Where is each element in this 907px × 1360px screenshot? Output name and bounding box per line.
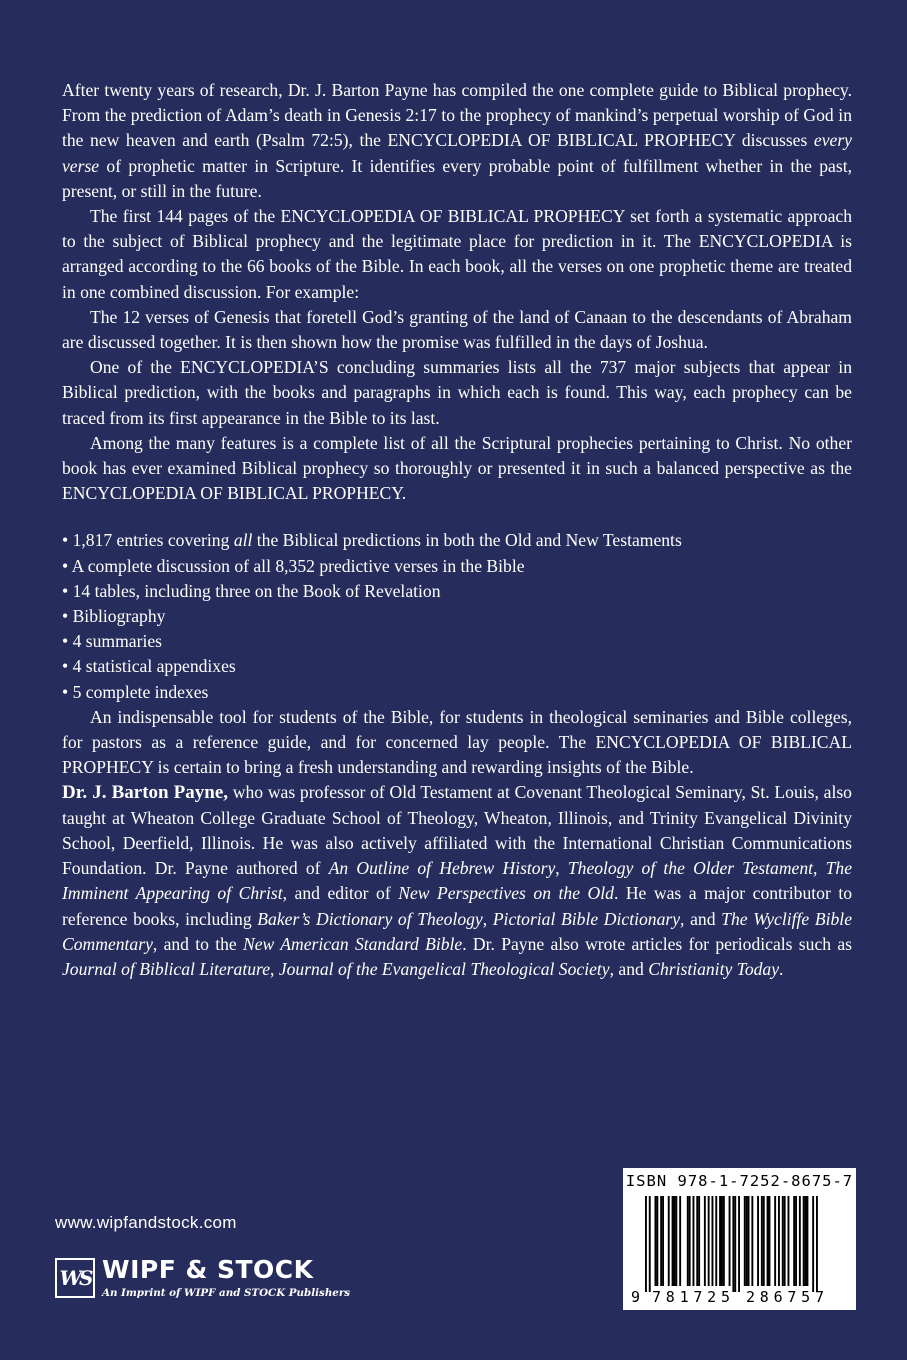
barcode-bar	[689, 1196, 691, 1286]
barcode-bar	[803, 1196, 805, 1286]
barcode-bar	[774, 1196, 776, 1286]
barcode-bar	[799, 1196, 801, 1286]
book-title: Theology of the Older Testament	[567, 858, 814, 879]
barcode-bar	[807, 1196, 809, 1286]
barcode-bar	[782, 1196, 784, 1286]
feature-item: • 4 summaries	[62, 631, 162, 652]
closing-paragraph: An indispensable tool for students of the Bible, for students in theological seminaries and Bible colleges, for pastors as a reference guide, and for concerned lay people. The ENCYCLOPEDIA OF BIBLICAL PROPHECY is certain to bring a fresh understanding and rewarding insights of the Bible.	[62, 706, 852, 778]
barcode-bar	[778, 1196, 780, 1286]
barcode-bar	[746, 1196, 748, 1286]
barcode-bar	[674, 1196, 676, 1286]
barcode-bar	[656, 1196, 658, 1286]
barcode-bar	[816, 1196, 818, 1292]
barcode-icon	[623, 1168, 856, 1310]
barcode-bar	[767, 1196, 769, 1286]
barcode-bar	[734, 1196, 736, 1292]
barcode-bar	[719, 1196, 721, 1286]
barcode-bar	[751, 1196, 753, 1286]
publisher-logo	[55, 1256, 355, 1306]
emphasis-every-verse: every verse	[62, 130, 852, 176]
barcode-bar	[715, 1196, 717, 1286]
book-title: The Wycliffe Bible Commentary	[62, 908, 853, 954]
cover-copy	[62, 78, 852, 982]
barcode-bar	[761, 1196, 763, 1286]
barcode-bar	[698, 1196, 700, 1286]
barcode-right-digits: 286757	[746, 1288, 824, 1306]
barcode-bar	[704, 1196, 706, 1286]
barcode-bar	[795, 1196, 797, 1286]
barcode-bar	[662, 1196, 664, 1286]
barcode-bar	[712, 1196, 714, 1286]
barcode-bar	[649, 1196, 651, 1292]
barcode-bar	[769, 1196, 771, 1286]
book-title: New Perspectives on the Old	[398, 883, 614, 904]
barcode-bar	[655, 1196, 657, 1286]
description-paragraph-1: After twenty years of research, Dr. J. Barton Payne has compiled the one complete guide to Biblical prophecy. From the prediction of Adam’s death in Genesis 2:17 to the prophecy of mankind’s perpetual worship of God in the new heaven and earth (Psalm 72:5), the ENCYCLOPEDIA OF BIBLICAL PROPHECY discusses every verse of prophetic matter in Scripture. It identifies every probable point of fulfillment whether in the past, present, or still in the future.	[62, 80, 852, 201]
book-title: New American Standard Bible	[243, 933, 463, 954]
author-name: Dr. J. Barton Payne,	[62, 782, 229, 804]
book-title: The Imminent Appearing of Christ	[62, 858, 853, 904]
periodical-title: Journal of Biblical Literature	[62, 958, 271, 979]
author-bio: Dr. J. Barton Payne, who was professor of Old Testament at Covenant Theological Seminary, St. Louis, also taught at Wheaton College Graduate School of Theology, Wheaton, Illinois, and Trinity Evangelical Divinity School, Deerfield, Illinois. He was also actively affiliated with the International Christian Communications Foundation. Dr. Payne authored of An Outline of Hebrew History, Theology of the Older Testament, The Imminent Appearing of Christ, and editor of New Perspectives on the Old. He was a major contributor to reference books, including Baker’s Dictionary of Theology, Pictorial Bible Dictionary, and The Wycliffe Bible Commentary, and to the New American Standard Bible. Dr. Payne also wrote articles for periodicals such as Journal of Biblical Literature, Journal of the Evangelical Theological Society, and Christianity Today.	[62, 782, 853, 979]
barcode-bar	[757, 1196, 759, 1286]
barcode-bar	[738, 1196, 740, 1292]
barcode-bar	[729, 1196, 731, 1286]
barcode-bar	[693, 1196, 695, 1286]
feature-item: • 4 statistical appendixes	[62, 656, 236, 677]
description-paragraph-4: One of the ENCYCLOPEDIA’S concluding summaries lists all the 737 major subjects that appear in Biblical prediction, with the books and paragraphs in which each is found. This way, each prophecy can be traced from its first appearance in the Bible to its last.	[62, 357, 852, 428]
barcode-left-digits: 781725	[652, 1288, 730, 1306]
feature-list	[62, 528, 852, 704]
feature-item: • 1,817 entries covering all the Biblical predictions in both the Old and New Testaments	[62, 530, 682, 551]
barcode-bar	[748, 1196, 750, 1286]
periodical-title: Christianity Today	[648, 958, 780, 979]
barcode-bar	[660, 1196, 662, 1286]
barcode-bar	[687, 1196, 689, 1286]
barcode-bar	[721, 1196, 723, 1286]
description-paragraph-2: The first 144 pages of the ENCYCLOPEDIA OF BIBLICAL PROPHECY set forth a systematic approach to the subject of Biblical prophecy and the legitimate place for prediction in it. The ENCYCLOPEDIA is arranged according to the 66 books of the Bible. In each book, all the verses on one prophetic theme are treated in one combined discussion. For example:	[62, 206, 852, 302]
barcode-bar	[784, 1196, 786, 1286]
barcode-bar	[788, 1196, 790, 1286]
barcode-bar	[675, 1196, 677, 1286]
barcode-bar	[723, 1196, 725, 1286]
barcode-bar	[679, 1196, 681, 1286]
feature-item: • 5 complete indexes	[62, 681, 209, 702]
isbn-label: ISBN 978-1-7252-8675-7	[625, 1172, 854, 1190]
barcode-bar	[708, 1196, 710, 1286]
barcode-bar	[668, 1196, 670, 1286]
barcode-bar	[763, 1196, 765, 1286]
book-title: Pictorial Bible Dictionary	[492, 908, 681, 929]
imprint-line: An Imprint of WIPF and STOCK Publishers	[102, 1287, 351, 1299]
barcode-bar	[672, 1196, 674, 1286]
barcode-bar	[793, 1196, 795, 1286]
barcode-bar	[696, 1196, 698, 1286]
ws-logo-icon: WS	[55, 1258, 95, 1298]
feature-item: • 14 tables, including three on the Book of Revelation	[62, 580, 441, 601]
barcode-bar	[732, 1196, 734, 1292]
book-title: An Outline of Hebrew History	[328, 858, 556, 879]
barcode-first-digit: 9	[631, 1288, 641, 1306]
isbn-barcode	[623, 1168, 856, 1310]
description-paragraph-5: Among the many features is a complete list of all the Scriptural prophecies pertaining to Christ. No other book has ever examined Biblical prophecy so thoroughly or presented it in such a balanced perspective as the ENCYCLOPEDIA OF BIBLICAL PROPHECY.	[62, 432, 852, 504]
feature-item: • A complete discussion of all 8,352 predictive verses in the Bible	[62, 555, 525, 576]
periodical-title: Journal of the Evangelical Theological Society	[278, 958, 610, 979]
book-title: Baker’s Dictionary of Theology	[257, 908, 483, 929]
barcode-bar	[744, 1196, 746, 1286]
feature-item: • Bibliography	[62, 606, 166, 627]
barcode-bar	[812, 1196, 814, 1292]
barcode-bar	[805, 1196, 807, 1286]
publisher-website: www.wipfandstock.com	[55, 1213, 237, 1232]
description-paragraph-3: The 12 verses of Genesis that foretell God’s granting of the land of Canaan to the descendants of Abraham are discussed together. It is then shown how the promise was fulfilled in the days of Joshua.	[62, 306, 852, 353]
publisher-name: WIPF & STOCK	[102, 1255, 314, 1284]
barcode-bar	[645, 1196, 647, 1292]
